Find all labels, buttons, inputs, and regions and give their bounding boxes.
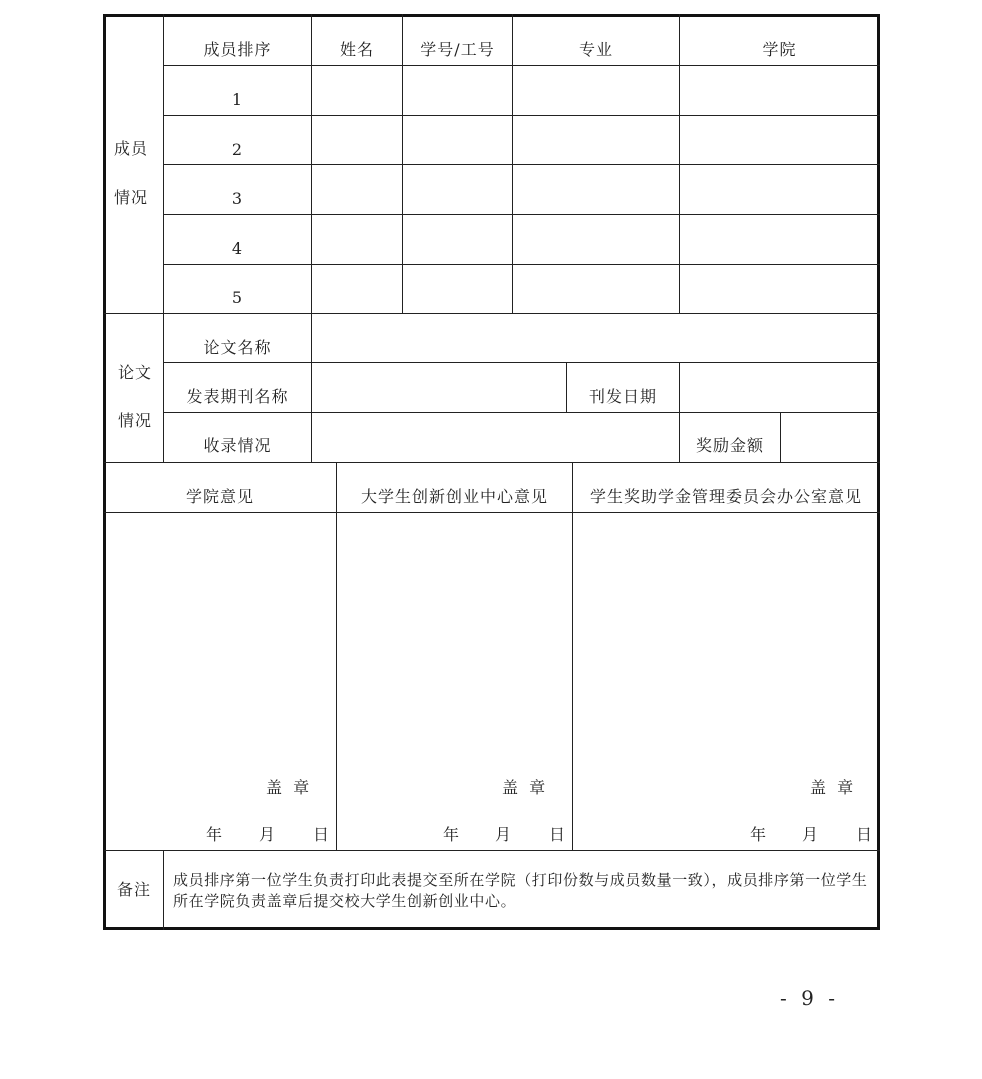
date-day: 日	[313, 825, 331, 844]
members-section-label: 成员	[114, 139, 149, 158]
journal-name-label: 发表期刊名称	[186, 387, 289, 406]
date-day: 日	[549, 825, 567, 844]
header-member-order: 成员排序	[203, 40, 272, 59]
col-line	[336, 462, 337, 851]
paper-section-label: 论文	[118, 363, 153, 382]
col-line	[311, 14, 312, 463]
section-line	[104, 462, 880, 463]
member-row-number: 2	[231, 140, 244, 159]
college-opinion-header: 学院意见	[185, 487, 254, 506]
remarks-text: 成员排序第一位学生负责打印此表提交至所在学院（打印份数与成员数量一致），成员排序第一位学生所在学院负责盖章后提交校大学生创新创业中心。	[173, 871, 868, 910]
row-line	[164, 164, 880, 165]
date-day: 日	[856, 825, 874, 844]
remarks-label: 备注	[117, 880, 152, 899]
date-year: 年	[206, 825, 224, 844]
row-line	[164, 115, 880, 116]
row-line	[164, 264, 880, 265]
section-line	[104, 850, 880, 851]
date-month: 月	[802, 825, 820, 844]
member-row-number: 4	[231, 239, 244, 258]
header-major: 专业	[578, 40, 613, 59]
office-opinion-header: 学生奖助学金管理委员会办公室意见	[589, 487, 862, 506]
office-seal-label: 盖 章	[810, 778, 857, 797]
date-month: 月	[259, 825, 277, 844]
date-year: 年	[750, 825, 768, 844]
col-line	[572, 462, 573, 851]
paper-title-label: 论文名称	[203, 338, 272, 357]
row-line	[164, 65, 880, 66]
reward-amount-label: 奖励金额	[695, 436, 764, 455]
col-line	[163, 850, 164, 930]
header-id: 学号/工号	[420, 40, 495, 59]
member-row-number: 5	[231, 288, 244, 307]
member-row-number: 1	[231, 90, 244, 109]
members-section-label: 情况	[114, 188, 149, 207]
header-college: 学院	[762, 40, 797, 59]
date-year: 年	[443, 825, 461, 844]
page-number: - 9 -	[780, 986, 839, 1010]
date-month: 月	[495, 825, 513, 844]
center-seal-label: 盖 章	[502, 778, 549, 797]
row-line	[164, 362, 880, 363]
indexing-label: 收录情况	[203, 436, 272, 455]
paper-section-label: 情况	[118, 411, 153, 430]
row-line	[164, 412, 880, 413]
college-seal-label: 盖 章	[266, 778, 313, 797]
row-line	[104, 512, 880, 513]
header-name: 姓名	[339, 40, 374, 59]
section-line	[104, 313, 880, 314]
center-opinion-header: 大学生创新创业中心意见	[360, 487, 548, 506]
publish-date-label: 刊发日期	[588, 387, 657, 406]
col-line	[780, 412, 781, 463]
member-row-number: 3	[231, 189, 244, 208]
row-line	[164, 214, 880, 215]
col-line	[679, 362, 680, 413]
